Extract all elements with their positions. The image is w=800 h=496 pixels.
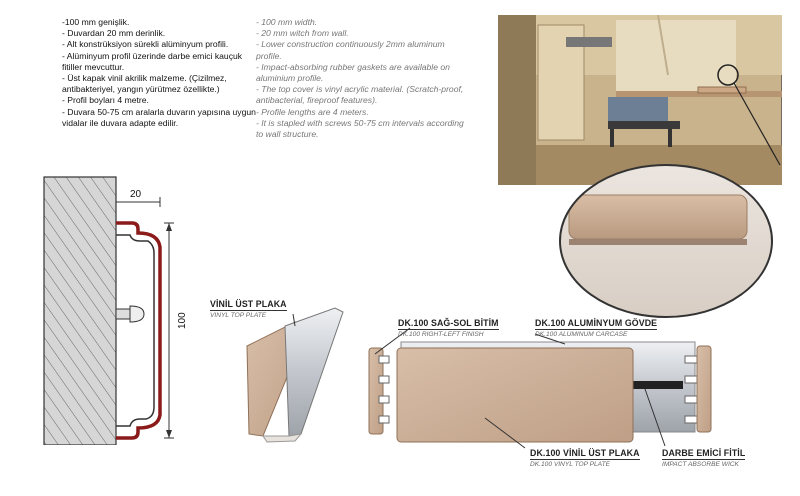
- spec-en-item: - 20 mm witch from wall.: [256, 28, 349, 39]
- spec-en-item: - It is stapled with screws 50-75 cm intervals according to wall structure.: [256, 117, 464, 140]
- spec-tr-item: - Alt konstrüksiyon sürekli alüminyum profili.: [62, 39, 229, 50]
- spec-en-item: - Lower construction continuously 2mm aluminum profile.: [256, 39, 445, 61]
- spec-en-item: - The top cover is vinyl acrylic material. (Scratch-proof, antibacterial, fireproof features).: [256, 84, 464, 106]
- label-impact-wick: DARBE EMİCİ FİTİL IMPACT ABSORBE WICK: [662, 448, 746, 468]
- spec-en-item: - Impact-absorbing rubber gaskets are available on aluminium profile.: [256, 61, 450, 84]
- spec-tr-item: - Alüminyum profil üzerinde darbe emici kauçuk fitiller mevcuttur.: [62, 50, 243, 72]
- label-right-left-finish: DK.100 SAĞ-SOL BİTİM DK.100 RIGHT-LEFT FINISH: [398, 318, 499, 338]
- wall-hatch: [44, 177, 116, 445]
- spec-tr-item: -100 mm genişlik.: [62, 17, 130, 27]
- label-dk-vinyl-top-plate: DK.100 VİNİL ÜST PLAKA DK.100 VINYL TOP PLATE: [530, 448, 640, 468]
- spec-tr-item: - Profil boyları 4 metre.: [62, 95, 149, 106]
- label-vinyl-top-plate: VİNİL ÜST PLAKA VINYL TOP PLATE: [210, 299, 287, 319]
- spec-en-item: - 100 mm width.: [256, 17, 318, 27]
- spec-tr-item: - Duvardan 20 mm derinlik.: [62, 28, 166, 39]
- spec-tr-item: - Duvara 50-75 cm aralarla duvarın yapısına uygun vidalar ile duvara adapte edilir.: [62, 106, 256, 128]
- depth-dimension: 20: [130, 189, 142, 200]
- hospital-room-photo: [498, 15, 782, 185]
- spec-tr-item: - Üst kapak vinil akrilik malzeme. (Çizilmez, antibakteriyel, yangın yürütmez özellikte.): [62, 73, 227, 95]
- spec-list-turkish: [62, 17, 262, 129]
- spec-en-item: - Profile lengths are 4 meters.: [256, 106, 369, 117]
- height-dimension: 100: [177, 312, 188, 329]
- label-aluminum-carcase: DK.100 ALUMİNYUM GÖVDE DK.100 ALUMINUM CARCASE: [535, 318, 658, 338]
- spec-list-english: [256, 17, 466, 140]
